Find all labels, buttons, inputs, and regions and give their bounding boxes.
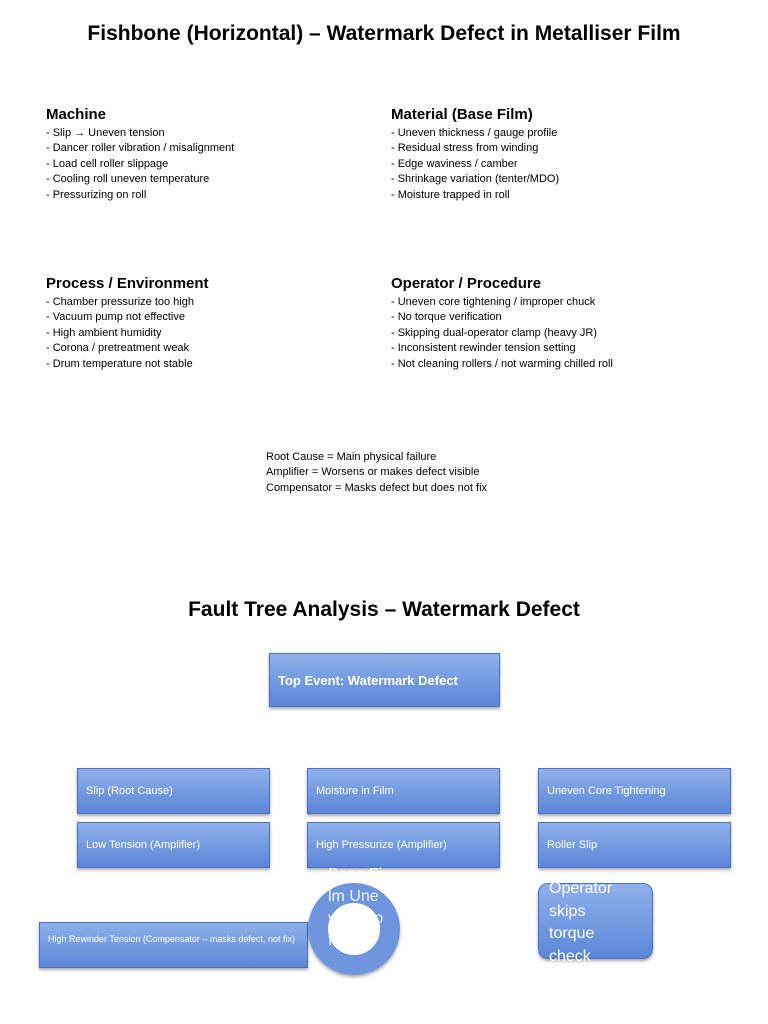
category-process — [46, 274, 209, 372]
legend-compensator: Compensator = Masks defect but does not fix — [266, 481, 488, 494]
cause-item: - Inconsistent rewinder tension setting — [391, 342, 576, 355]
cause-item: - Chamber pressurize too high — [46, 296, 194, 308]
node-slip: Slip (Root Cause) — [77, 768, 270, 814]
legend-root-cause: Root Cause = Main physical failure — [266, 451, 437, 463]
cause-item: - Dancer roller vibration / misalignment — [46, 142, 235, 155]
category-heading: Process / Environment — [46, 275, 209, 292]
cause-item: - Skipping dual-operator clamp (heavy JR) — [391, 326, 598, 339]
node-core-tightening: Uneven Core Tightening — [538, 768, 731, 814]
cause-item: - Vacuum pump not effective — [46, 311, 185, 324]
cause-item: - Slip → Uneven tension — [46, 127, 165, 139]
operator-label: Operator skips torque check — [549, 880, 613, 965]
cause-item: - Residual stress from winding — [391, 142, 539, 155]
cause-item: - Cooling roll uneven temperature — [46, 173, 210, 186]
cause-item: - Not cleaning rollers / not warming chilled roll — [391, 357, 613, 370]
category-heading: Machine — [46, 106, 107, 123]
cause-item: - Load cell roller slippage — [46, 157, 169, 170]
cause-item: - Pressurizing on roll — [46, 188, 147, 201]
cause-item: - Uneven core tightening / improper chuck — [391, 296, 596, 308]
cause-item: - High ambient humidity — [46, 326, 162, 339]
cause-item: - Moisture trapped in roll — [391, 188, 510, 201]
node-high-pressurize: High Pressurize (Amplifier) — [307, 822, 500, 868]
node-low-tension: Low Tension (Amplifier) — [77, 822, 270, 868]
category-heading: Material (Base Film) — [391, 106, 533, 123]
category-heading: Operator / Procedure — [391, 275, 542, 292]
donut-label: Base Film Uneven Profile — [328, 866, 384, 949]
cause-item: - Shrinkage variation (tenter/MDO) — [391, 173, 560, 186]
cause-item: - Corona / pretreatment weak — [46, 342, 190, 355]
node-moisture: Moisture in Film — [307, 768, 500, 814]
fishbone-title: Fishbone (Horizontal) – Watermark Defect in Metalliser Film — [87, 22, 681, 45]
cause-item: - Drum temperature not stable — [46, 357, 193, 370]
category-material — [391, 105, 559, 203]
cause-item: - Edge waviness / camber — [391, 157, 518, 170]
category-machine — [46, 105, 234, 203]
fault-tree-title: Fault Tree Analysis – Watermark Defect — [188, 598, 580, 621]
category-operator — [391, 274, 613, 372]
top-event-node: Top Event: Watermark Defect — [269, 653, 500, 707]
cause-item: - No torque verification — [391, 311, 502, 324]
node-rewinder-tension: High Rewinder Tension (Compensator – masks defect, not fix) — [39, 922, 308, 968]
node-roller-slip: Roller Slip — [538, 822, 731, 868]
legend-amplifier: Amplifier = Worsens or makes defect visible — [266, 466, 480, 479]
legend — [266, 450, 487, 496]
cause-item: - Uneven thickness / gauge profile — [391, 127, 558, 139]
